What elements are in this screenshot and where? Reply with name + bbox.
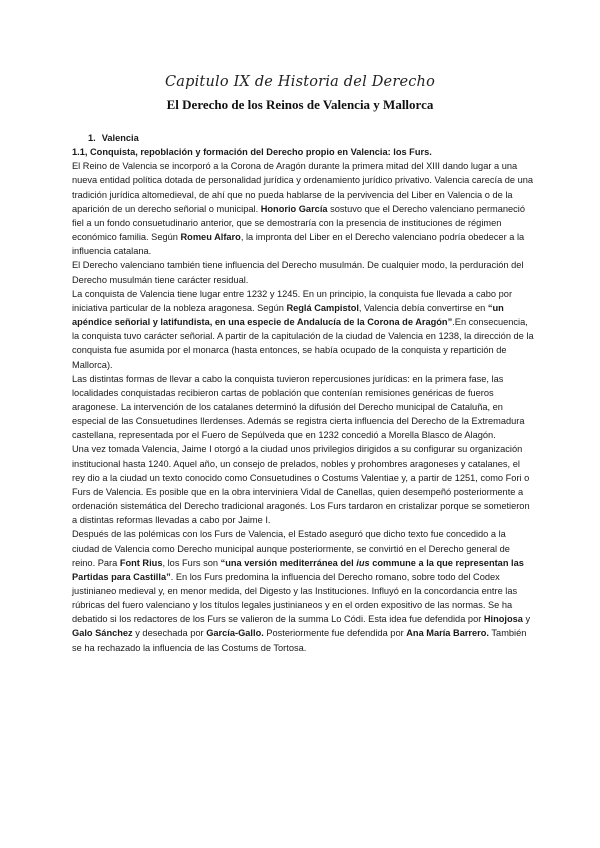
paragraph: El Derecho valenciano también tiene influencia del Derecho musulmán. De cualquier modo, la perduración del Derecho musulmán tiene carácter residual.: [72, 260, 524, 285]
paragraph: Después de las polémicas con los Furs de Valencia, el Estado aseguró que dicho texto fue concedido a la ciudad de Valencia como Derecho municipal aunque posteriormente, se convirtió en el Derecho general de reino. Para Font Rius, los Furs son “una versión mediterránea del ius commune a la que representan las Partidas para Castilla”. En los Furs predomina la influencia del Derecho romano, sobre todo del Codex justinianeo medieval y, en menor medida, del Digesto y las Instituciones. Influyó en la concordancia entre las rúbricas del fuero valenciano y los títulos legales justinianeos y en el orden expositivo de las normas. Se ha debatido si los redactores de los Furs se valieron de la summa Lo Códi. Esta idea fue defendida por Hinojosa y Galo Sánchez y desechada por García-Gallo. Posteriormente fue defendida por Ana María Barrero. También se ha rechazado la influencia de las Costums de Tortosa.: [72, 529, 531, 653]
heading-valencia: [72, 131, 534, 145]
author-name: Galo Sánchez: [72, 628, 133, 639]
author-name: Honorio García: [260, 203, 328, 214]
paragraph: La conquista de Valencia tiene lugar entre 1232 y 1245. En un principio, la conquista fue llevada a cabo por iniciativa particular de la nobleza aragonesa. Según Reglá Campistol, Valencia debía convertirse en “un apéndice señorial y latifundista, en una especie de Andalucía de la Corona de Aragón”.En consecuencia, la conquista tuvo carácter señorial. A partir de la capitulación de la ciudad de Valencia en 1238, la dirección de la conquista fue asumida por el monarca (hasta entonces, se había ocupado de la conquista y repartición de Mallorca).: [72, 288, 534, 370]
chapter-title: Capitulo IX de Historia del Derecho: [164, 74, 436, 90]
subheading-conquista: 1.1, Conquista, repoblación y formación del Derecho propio en Valencia: los Furs.: [72, 147, 432, 158]
paragraph: Una vez tomada Valencia, Jaime I otorgó a la ciudad unos privilegios dirigidos a su configurar su organización institucional hasta 1240. Aquel año, un consejo de prelados, nobles y prohombres aragoneses y catalanes, el rey dio a la ciudad un texto conocido como Consuetudines o Costums Valentiae y, a partir de 1251, como Fori o Furs de Valencia. Es posible que en la obra interviniera Vidal de Canellas, quien desempeñó posteriormente a ordenación sistemática del Derecho tradicional aragonés. Los Furs tardaron en cristalizar porque se sometieron a distintas reformas llevadas a cabo por Jaime I.: [72, 444, 530, 526]
author-name: García-Gallo.: [206, 628, 264, 639]
author-name: Reglá Campistol: [286, 302, 359, 313]
paragraph: El Reino de Valencia se incorporó a la Corona de Aragón durante la primera mitad del XIII dando lugar a una nueva entidad política dotada de personalidad jurídica y ordenamiento jurídico privativo. Valencia carecía de una tradición jurídica altomedieval, de ahí que no pueda hablarse de la pervivencia del Liber en Valencia o de la aparición de un derecho señorial o municipal. Honorio García sostuvo que el Derecho valenciano permaneció fiel a un fondo consuetudinario anterior, que se demostraría con la presencia de instituciones de régimen económico familia. Según Romeu Alfaro, la impronta del Liber en el Derecho valenciano podría obedecer a la influencia catalana.: [72, 161, 534, 257]
quote: “un apéndice señorial y latifundista, en una especie de Andalucía de la Corona de Aragón”: [72, 302, 504, 328]
heading-label: Valencia: [101, 133, 139, 143]
author-name: Hinojosa: [483, 614, 523, 625]
author-name: Font Rius: [119, 557, 163, 568]
document-body: [72, 131, 534, 655]
author-name: Romeu Alfaro: [180, 232, 241, 243]
section-title: El Derecho de los Reinos de Valencia y Mallorca: [166, 97, 434, 112]
quote: “una versión mediterránea del: [220, 557, 357, 568]
heading-number: 1.: [88, 133, 96, 143]
paragraph: Las distintas formas de llevar a cabo la conquista tuvieron repercusiones jurídicas: en la primera fase, las localidades conquistadas recibieron cartas de población que contenían remisiones genéricas de fueros aragonese. La intervención de los catalanes determinó la difusión del Derecho municipal de Cataluña, en especial de las Consuetudines Ilerdenses. Además se registra cierta influencia del Derecho de la Extremadura castellana, representada por el Fuero de Sepúlveda que en 1232 concedió a Morella Blasco de Alagón.: [72, 373, 525, 441]
author-name: Ana María Barrero.: [406, 628, 490, 639]
